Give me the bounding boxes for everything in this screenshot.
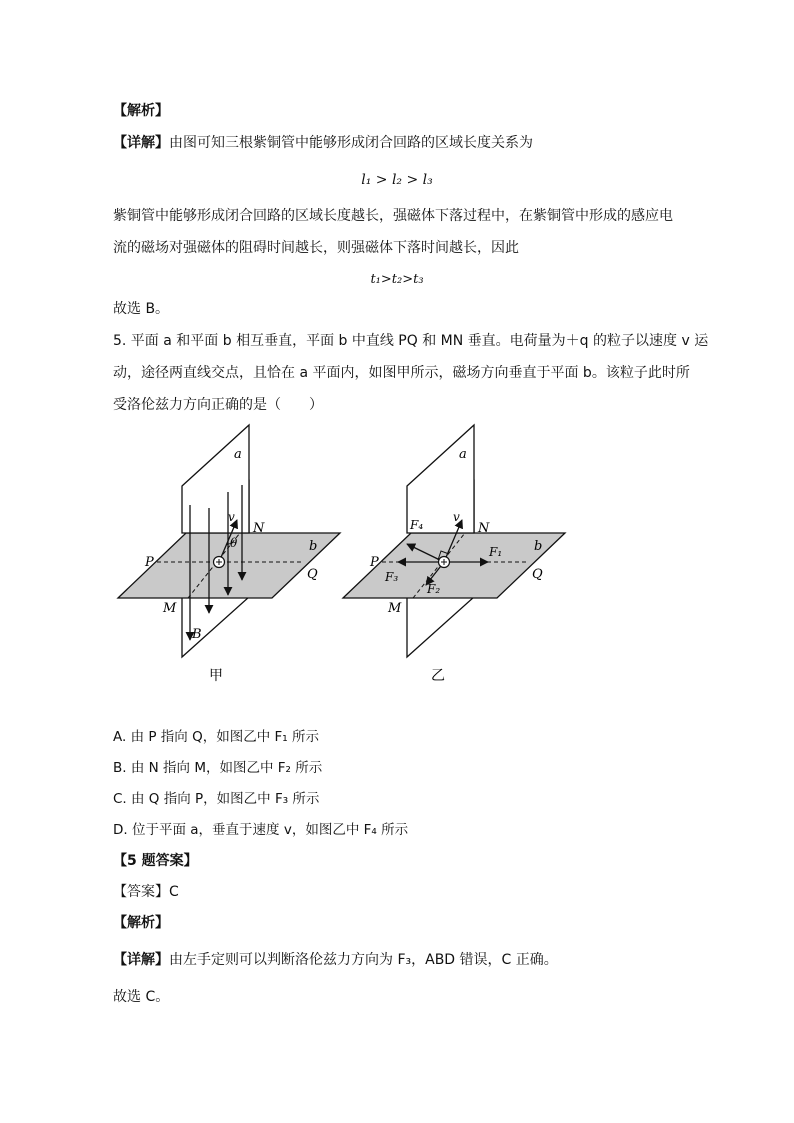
yi-label-q: Q: [532, 567, 543, 582]
yi-label-b: b: [534, 539, 543, 554]
yi-label-m: M: [388, 601, 402, 616]
jia-label-m: M: [163, 601, 177, 616]
detail-tag-2: 【详解】: [113, 952, 169, 968]
question-5-line-1: 5. 平面 a 和平面 b 相互垂直，平面 b 中直线 PQ 和 MN 垂直。电荷量为＋q 的粒子以速度 v 运: [113, 333, 709, 349]
paragraph-line-2: 流的磁场对强磁体的阻碍时间越长，则强磁体下落时间越长，因此: [113, 240, 519, 256]
jia-label-a: a: [234, 447, 242, 462]
yi-label-f2: F₂: [427, 582, 441, 596]
option-a: A. 由 P 指向 Q，如图乙中 F₁ 所示: [113, 729, 319, 745]
plane-a-upper: [407, 425, 474, 533]
yi-label-n: N: [478, 521, 490, 536]
yi-label-v: v: [453, 510, 460, 524]
jia-caption: 甲: [209, 668, 223, 684]
option-b: B. 由 N 指向 M，如图乙中 F₂ 所示: [113, 760, 323, 776]
time-formula: t₁>t₂>t₃: [370, 272, 424, 287]
analysis-heading: 【解析】: [113, 103, 169, 119]
yi-label-a: a: [459, 447, 467, 462]
question-5-line-2: 动，途径两直线交点，且恰在 a 平面内，如图甲所示，磁场方向垂直于平面 b。该粒子此时所: [113, 365, 690, 381]
analysis-heading-2: 【解析】: [113, 915, 169, 931]
question-5-line-3: 受洛伦兹力方向正确的是（ ）: [113, 397, 323, 413]
detail-paragraph: [113, 133, 533, 153]
plane-a-upper: [182, 425, 249, 533]
jia-label-q: Q: [307, 567, 318, 582]
detail-tag: 【详解】: [113, 135, 169, 151]
answer-line: 【答案】C: [113, 884, 179, 900]
yi-caption: 乙: [431, 668, 445, 684]
figure-jia: [118, 425, 340, 684]
detail-text: 由图可知三根紫铜管中能够形成闭合回路的区域长度关系为: [169, 135, 533, 151]
detail-text-2: 由左手定则可以判断洛伦兹力方向为 F₃，ABD 错误，C 正确。: [169, 952, 558, 968]
jia-label-p: P: [145, 555, 154, 570]
jia-label-b-field: B: [192, 627, 202, 642]
yi-label-f3: F₃: [385, 570, 399, 584]
conclusion-c: 故选 C。: [113, 989, 170, 1005]
option-c: C. 由 Q 指向 P，如图乙中 F₃ 所示: [113, 791, 320, 807]
length-formula: l₁ > l₂ > l₃: [361, 172, 433, 188]
jia-label-b: b: [309, 539, 318, 554]
conclusion-b: 故选 B。: [113, 301, 170, 317]
detail-paragraph-2: [113, 950, 558, 970]
answer-header: 【5 题答案】: [113, 853, 198, 869]
jia-label-n: N: [253, 521, 265, 536]
yi-label-p: P: [370, 555, 379, 570]
yi-label-f4: F₄: [410, 518, 424, 532]
jia-label-v: v: [228, 510, 235, 524]
option-d: D. 位于平面 a，垂直于速度 v，如图乙中 F₄ 所示: [113, 822, 409, 838]
figure-yi: [343, 425, 565, 684]
jia-label-theta: θ: [230, 536, 238, 550]
figures: [0, 420, 794, 720]
paragraph-line-1: 紫铜管中能够形成闭合回路的区域长度越长，强磁体下落过程中，在紫铜管中形成的感应电: [113, 208, 673, 224]
yi-label-f1: F₁: [489, 545, 503, 559]
